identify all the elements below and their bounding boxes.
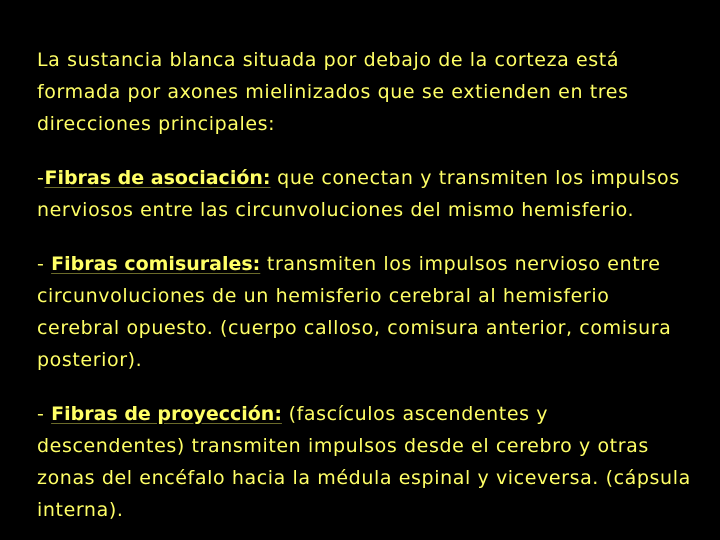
association-fibers-prefix: - [37,167,45,189]
association-fibers-paragraph [37,162,697,226]
projection-fibers-prefix: - [37,403,52,425]
projection-fibers-description: (fascículos ascendentes y descendentes) transmiten impulsos desde el cerebro y otras zonas del encéfalo hacia la médula espinal y viceversa. (cápsula interna). [37,403,691,521]
commissural-fibers-prefix: - [37,253,52,275]
commissural-fibers-description: transmiten los impulsos nervioso entre circunvoluciones de un hemisferio cerebral al hemisferio cerebral opuesto. (cuerpo calloso, comisura anterior, comisura posterior). [37,253,672,371]
intro-paragraph: La sustancia blanca situada por debajo de la corteza está formada por axones mielinizados que se extienden en tres direcciones principales: [37,49,629,135]
commissural-fibers-paragraph [37,248,697,376]
association-fibers-term: Fibras de asociación: [44,167,271,189]
projection-fibers-paragraph [37,398,697,526]
commissural-fibers-term: Fibras comisurales: [51,253,261,275]
slide-content [37,44,697,526]
projection-fibers-term: Fibras de proyección: [51,403,282,425]
association-fibers-description: que conectan y transmiten los impulsos nerviosos entre las circunvoluciones del mismo hemisferio. [37,167,680,221]
